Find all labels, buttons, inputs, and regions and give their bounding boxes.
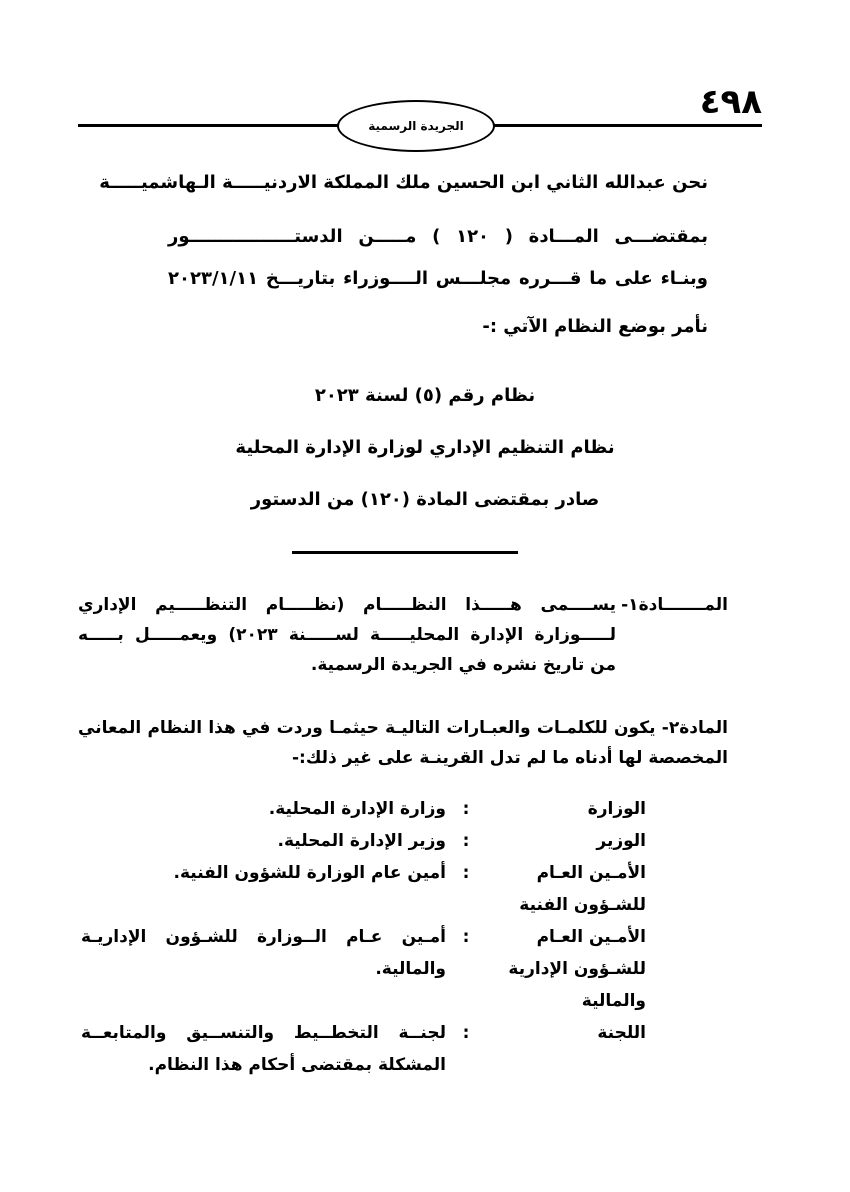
definition-term: الوزارة	[587, 799, 646, 819]
definition-term: الأمـين العـام للشـؤون الفنية	[519, 863, 646, 915]
gazette-title: الجريدة الرسمية	[368, 119, 464, 133]
definition-term: الأمـين العـام للشـؤون الإدارية والمالية	[508, 927, 646, 1011]
preamble-line-1: نحن عبدالله الثاني ابن الحسين ملك المملكة الاردنيـــــة الـهاشميـــــة	[99, 172, 708, 193]
preamble-line-3: وبنـاء على ما قـــرره مجلـــس الــــوزراء بتاريـــخ ٢٠٢٣/١/١١	[168, 268, 708, 289]
definition-row	[81, 921, 646, 1017]
definitions-table	[81, 793, 646, 1081]
article-2-label: المادة٢-	[661, 718, 728, 738]
regulation-name: نظام التنظيم الإداري لوزارة الإدارة المحلية	[235, 437, 615, 458]
definition-term: الوزير	[596, 831, 646, 851]
preamble-line-4: نأمر بوضع النظام الآتي :-	[482, 316, 708, 337]
regulation-issued: صادر بمقتضى المادة (١٢٠) من الدستور	[250, 489, 600, 510]
definition-meaning: أمـين عـام الــوزارة للشـؤون الإداريـة والمالية.	[81, 927, 446, 979]
page-number: ٤٩٨	[699, 82, 762, 122]
definition-colon: :	[462, 1023, 470, 1043]
definition-meaning: وزير الإدارة المحلية.	[277, 831, 446, 851]
article-2-line-2: المخصصة لها أدناه ما لم تدل القرينـة على غير ذلك:-	[292, 748, 728, 768]
article-1-line-1: يســــمى هـــــذا النظـــــام (نظـــــام التنظـــــيم الإداري	[78, 595, 616, 615]
regulation-number: نظام رقم (٥) لسنة ٢٠٢٣	[314, 385, 536, 406]
definition-row	[81, 1017, 646, 1081]
title-rule	[292, 551, 518, 554]
definition-colon: :	[462, 863, 470, 883]
article-1	[78, 590, 728, 680]
article-1-label: المـــــــادة١-	[621, 595, 728, 615]
gazette-title-oval	[337, 100, 495, 152]
definition-meaning: لجنــة التخطــيط والتنســيق والمتابعــة المشكلة بمقتضى أحكام هذا النظام.	[81, 1023, 446, 1075]
definition-term: اللجنة	[597, 1023, 646, 1043]
article-1-line-2: لـــــوزارة الإدارة المحليـــــة لســـــنة ٢٠٢٣) ويعمـــــل بـــــه	[78, 625, 616, 645]
preamble-line-2: بمقتضـــى المـــادة ( ١٢٠ ) مـــــن الدستـــــــــــــــــور	[168, 226, 709, 247]
definition-colon: :	[462, 799, 470, 819]
article-2-line-1: يكون للكلمـات والعبـارات التاليـة حيثمـا وردت في هذا النظام المعاني	[78, 718, 656, 738]
definition-colon: :	[462, 927, 470, 947]
definition-row	[81, 857, 646, 921]
article-1-line-3: من تاريخ نشره في الجريدة الرسمية.	[310, 655, 616, 675]
definition-meaning: أمين عام الوزارة للشؤون الفنية.	[173, 863, 446, 883]
definition-colon: :	[462, 831, 470, 851]
definition-row	[81, 793, 646, 825]
article-2	[78, 713, 728, 773]
definition-meaning: وزارة الإدارة المحلية.	[268, 799, 446, 819]
definition-row	[81, 825, 646, 857]
